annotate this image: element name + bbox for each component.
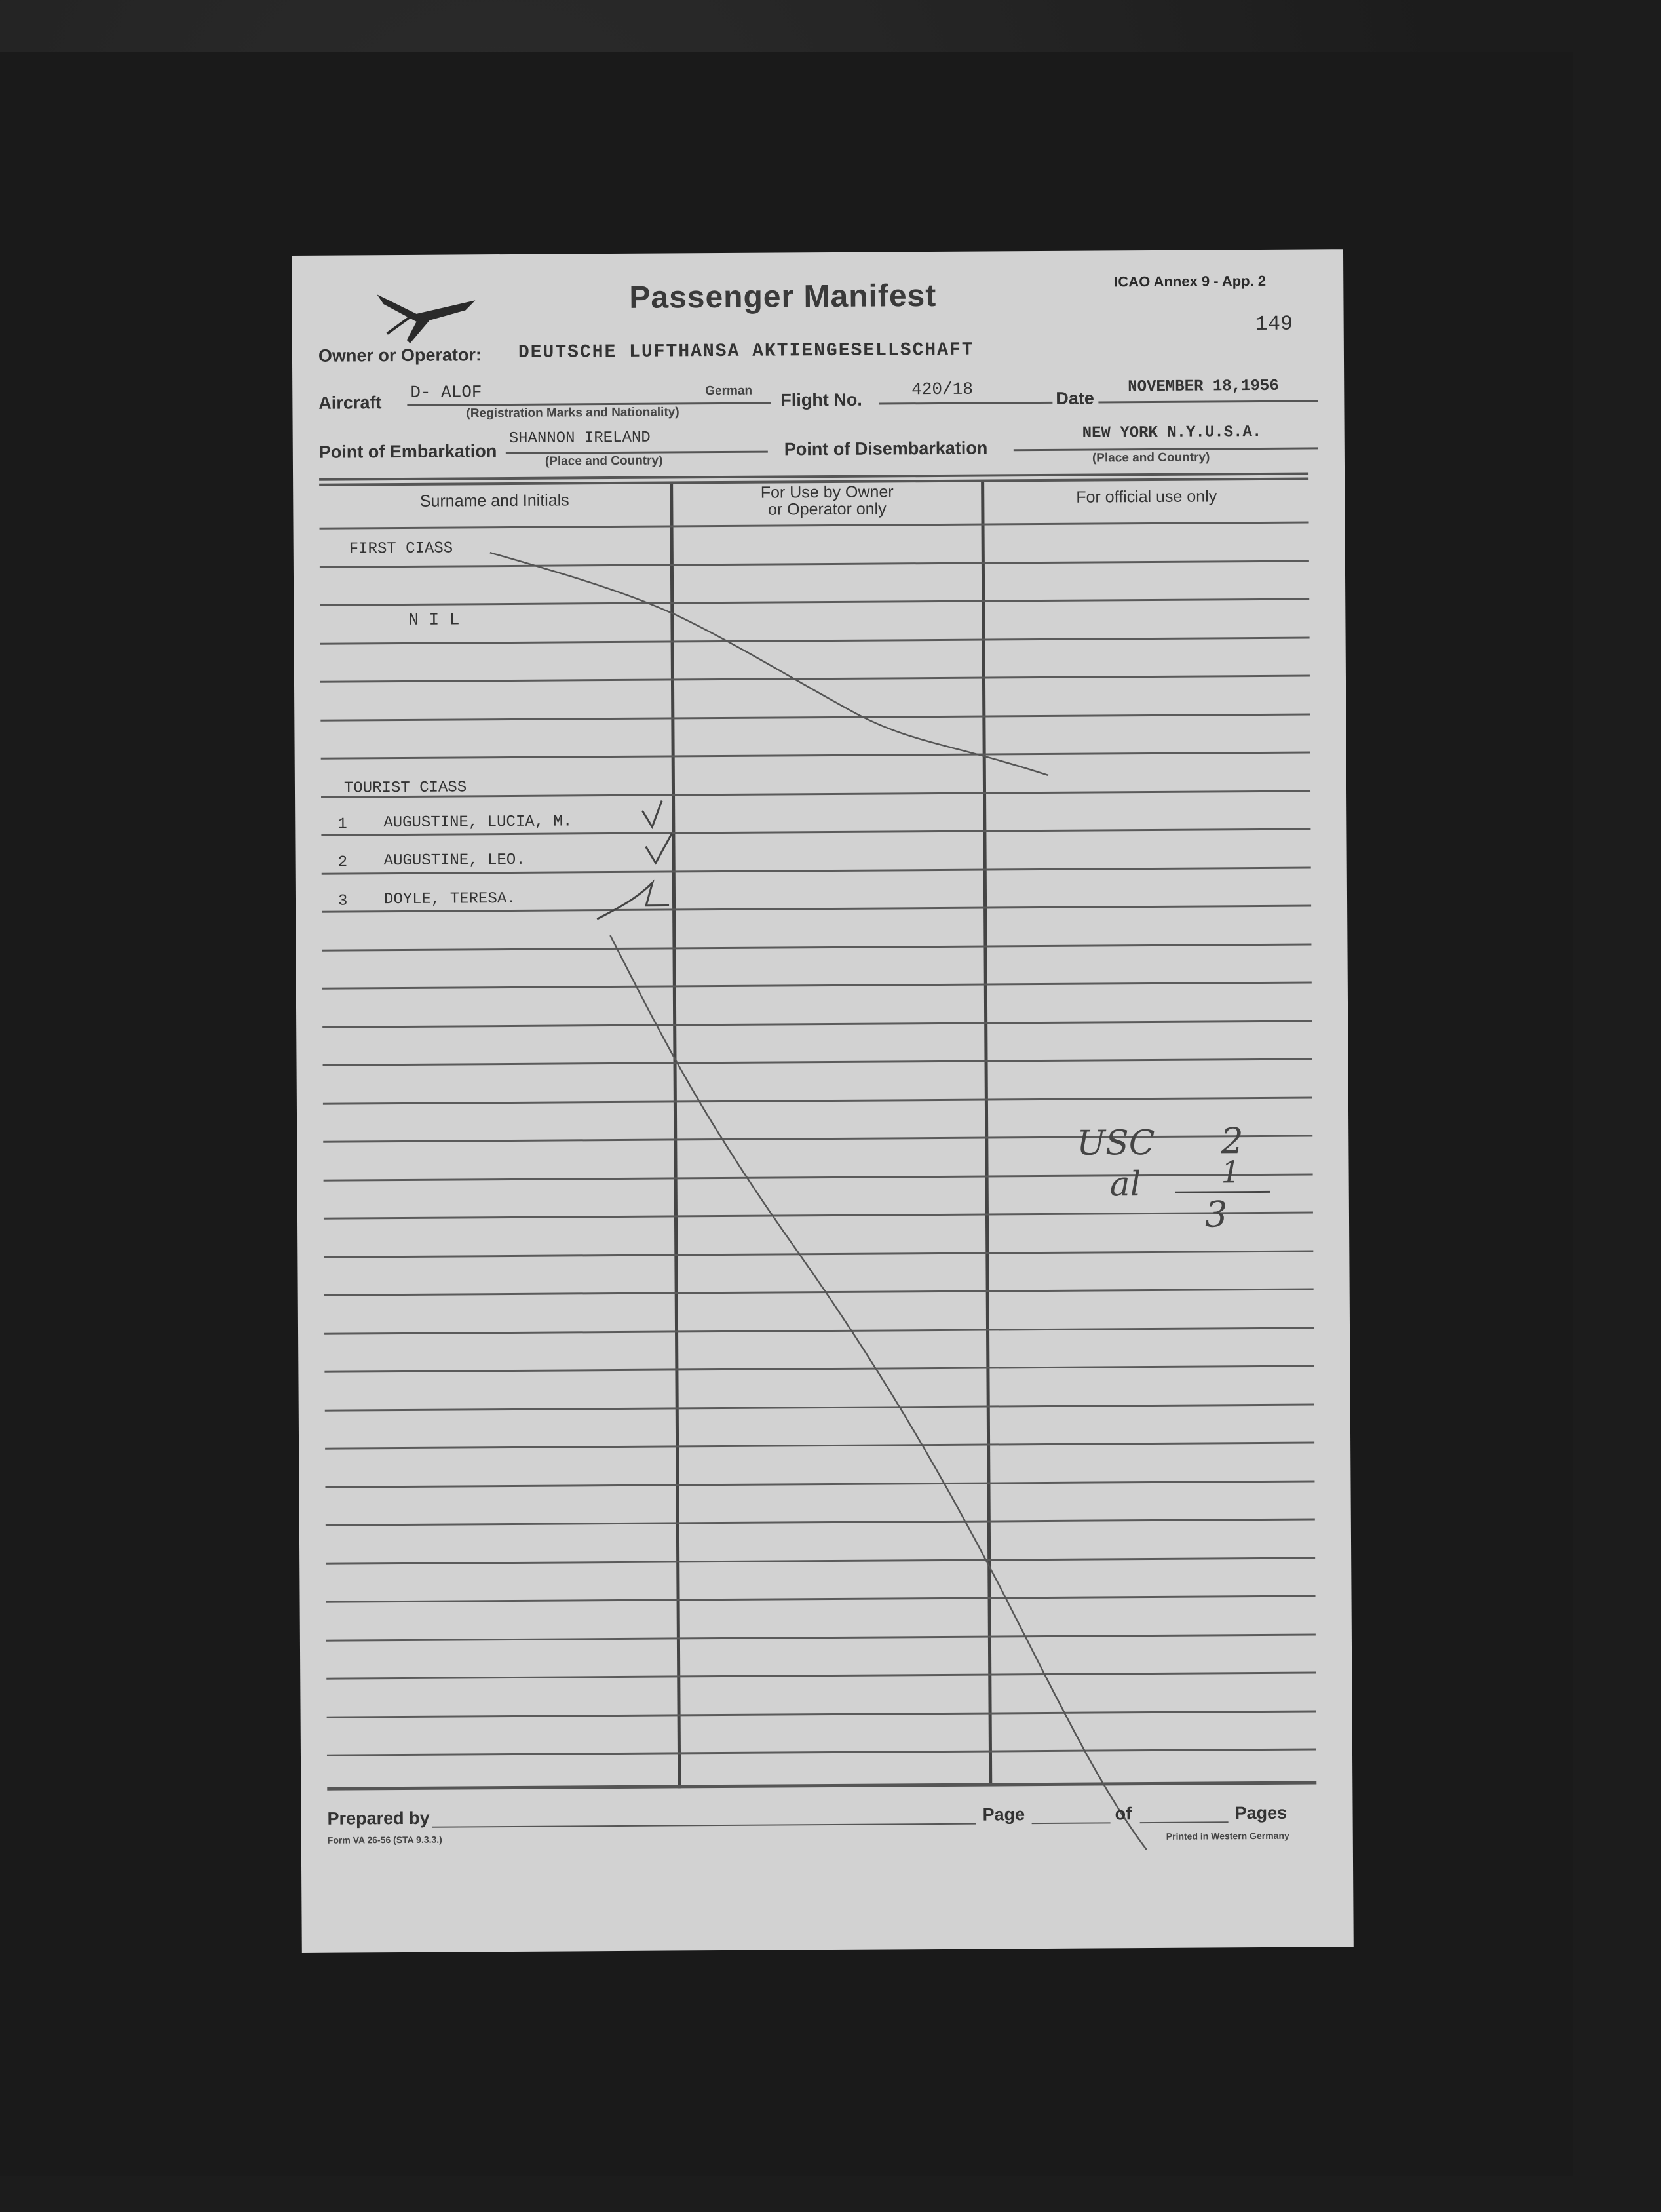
manifest-sheet [292,249,1354,1953]
aircraft-label: Aircraft [318,393,382,413]
handwritten-al-count: 1 [1221,1154,1241,1190]
passenger-3-no: 3 [337,892,348,910]
disembarkation-value: NEW YORK N.Y.U.S.A. [1082,423,1262,442]
passenger-2-name: AUGUSTINE, LEO. [383,851,525,870]
disembarkation-label: Point of Disembarkation [784,438,988,459]
handwritten-total: 3 [1204,1193,1228,1235]
tourist-class-label: TOURIST CIASS [343,779,467,798]
passenger-1-no: 1 [337,815,347,834]
passenger-2-no: 2 [337,853,348,872]
page-label: Page [982,1804,1025,1825]
checkmark-1 [642,801,662,827]
page-number: 149 [1255,311,1293,337]
embarkation-value: SHANNON IRELAND [508,429,651,448]
prepared-by-label: Prepared by [327,1808,430,1829]
owner-value: DEUTSCHE LUFTHANSA AKTIENGESELLSCHAFT [518,340,974,363]
first-class-value: N I L [408,610,460,630]
header-owner-use: For Use by Owner [760,482,894,502]
handwritten-al: al [1109,1165,1141,1205]
embarkation-caption: (Place and Country) [544,454,663,469]
of-label: of [1115,1804,1132,1824]
passenger-3-name: DOYLE, TERESA. [383,889,516,909]
printed-location: Printed in Western Germany [1166,1830,1289,1842]
disembarkation-caption: (Place and Country) [1092,450,1210,465]
nationality-value: German [705,383,753,398]
flight-value: 420/18 [911,379,973,400]
header-surname: Surname and Initials [419,491,569,511]
header-owner-use-2: or Operator only [767,499,887,519]
aircraft-value: D- ALOF [410,382,482,402]
registration-caption: (Registration Marks and Nationality) [466,405,679,421]
date-value: NOVEMBER 18,1956 [1128,377,1279,397]
date-label: Date [1056,388,1094,408]
checkmark-3 [597,883,669,920]
handwritten-usc: USC [1077,1123,1155,1163]
form-reference: ICAO Annex 9 - App. 2 [1114,272,1267,290]
pencil-marks [292,249,1354,1953]
first-class-label: FIRST CIASS [349,539,453,558]
pages-label: Pages [1234,1802,1288,1823]
flight-label: Flight No. [780,389,862,410]
form-code: Form VA 26-56 (STA 9.3.3.) [327,1834,442,1846]
passenger-1-name: AUGUSTINE, LUCIA, M. [383,813,573,832]
tourist-class-strike-line [610,932,1147,1853]
handwritten-usc-count: 2 [1221,1120,1244,1162]
owner-label: Owner or Operator: [318,345,482,366]
checkmark-2 [645,833,672,863]
form-title: Passenger Manifest [629,278,937,315]
embarkation-label: Point of Embarkation [318,441,497,462]
first-class-strike-line [490,549,1048,779]
header-official-use: For official use only [1076,487,1217,507]
